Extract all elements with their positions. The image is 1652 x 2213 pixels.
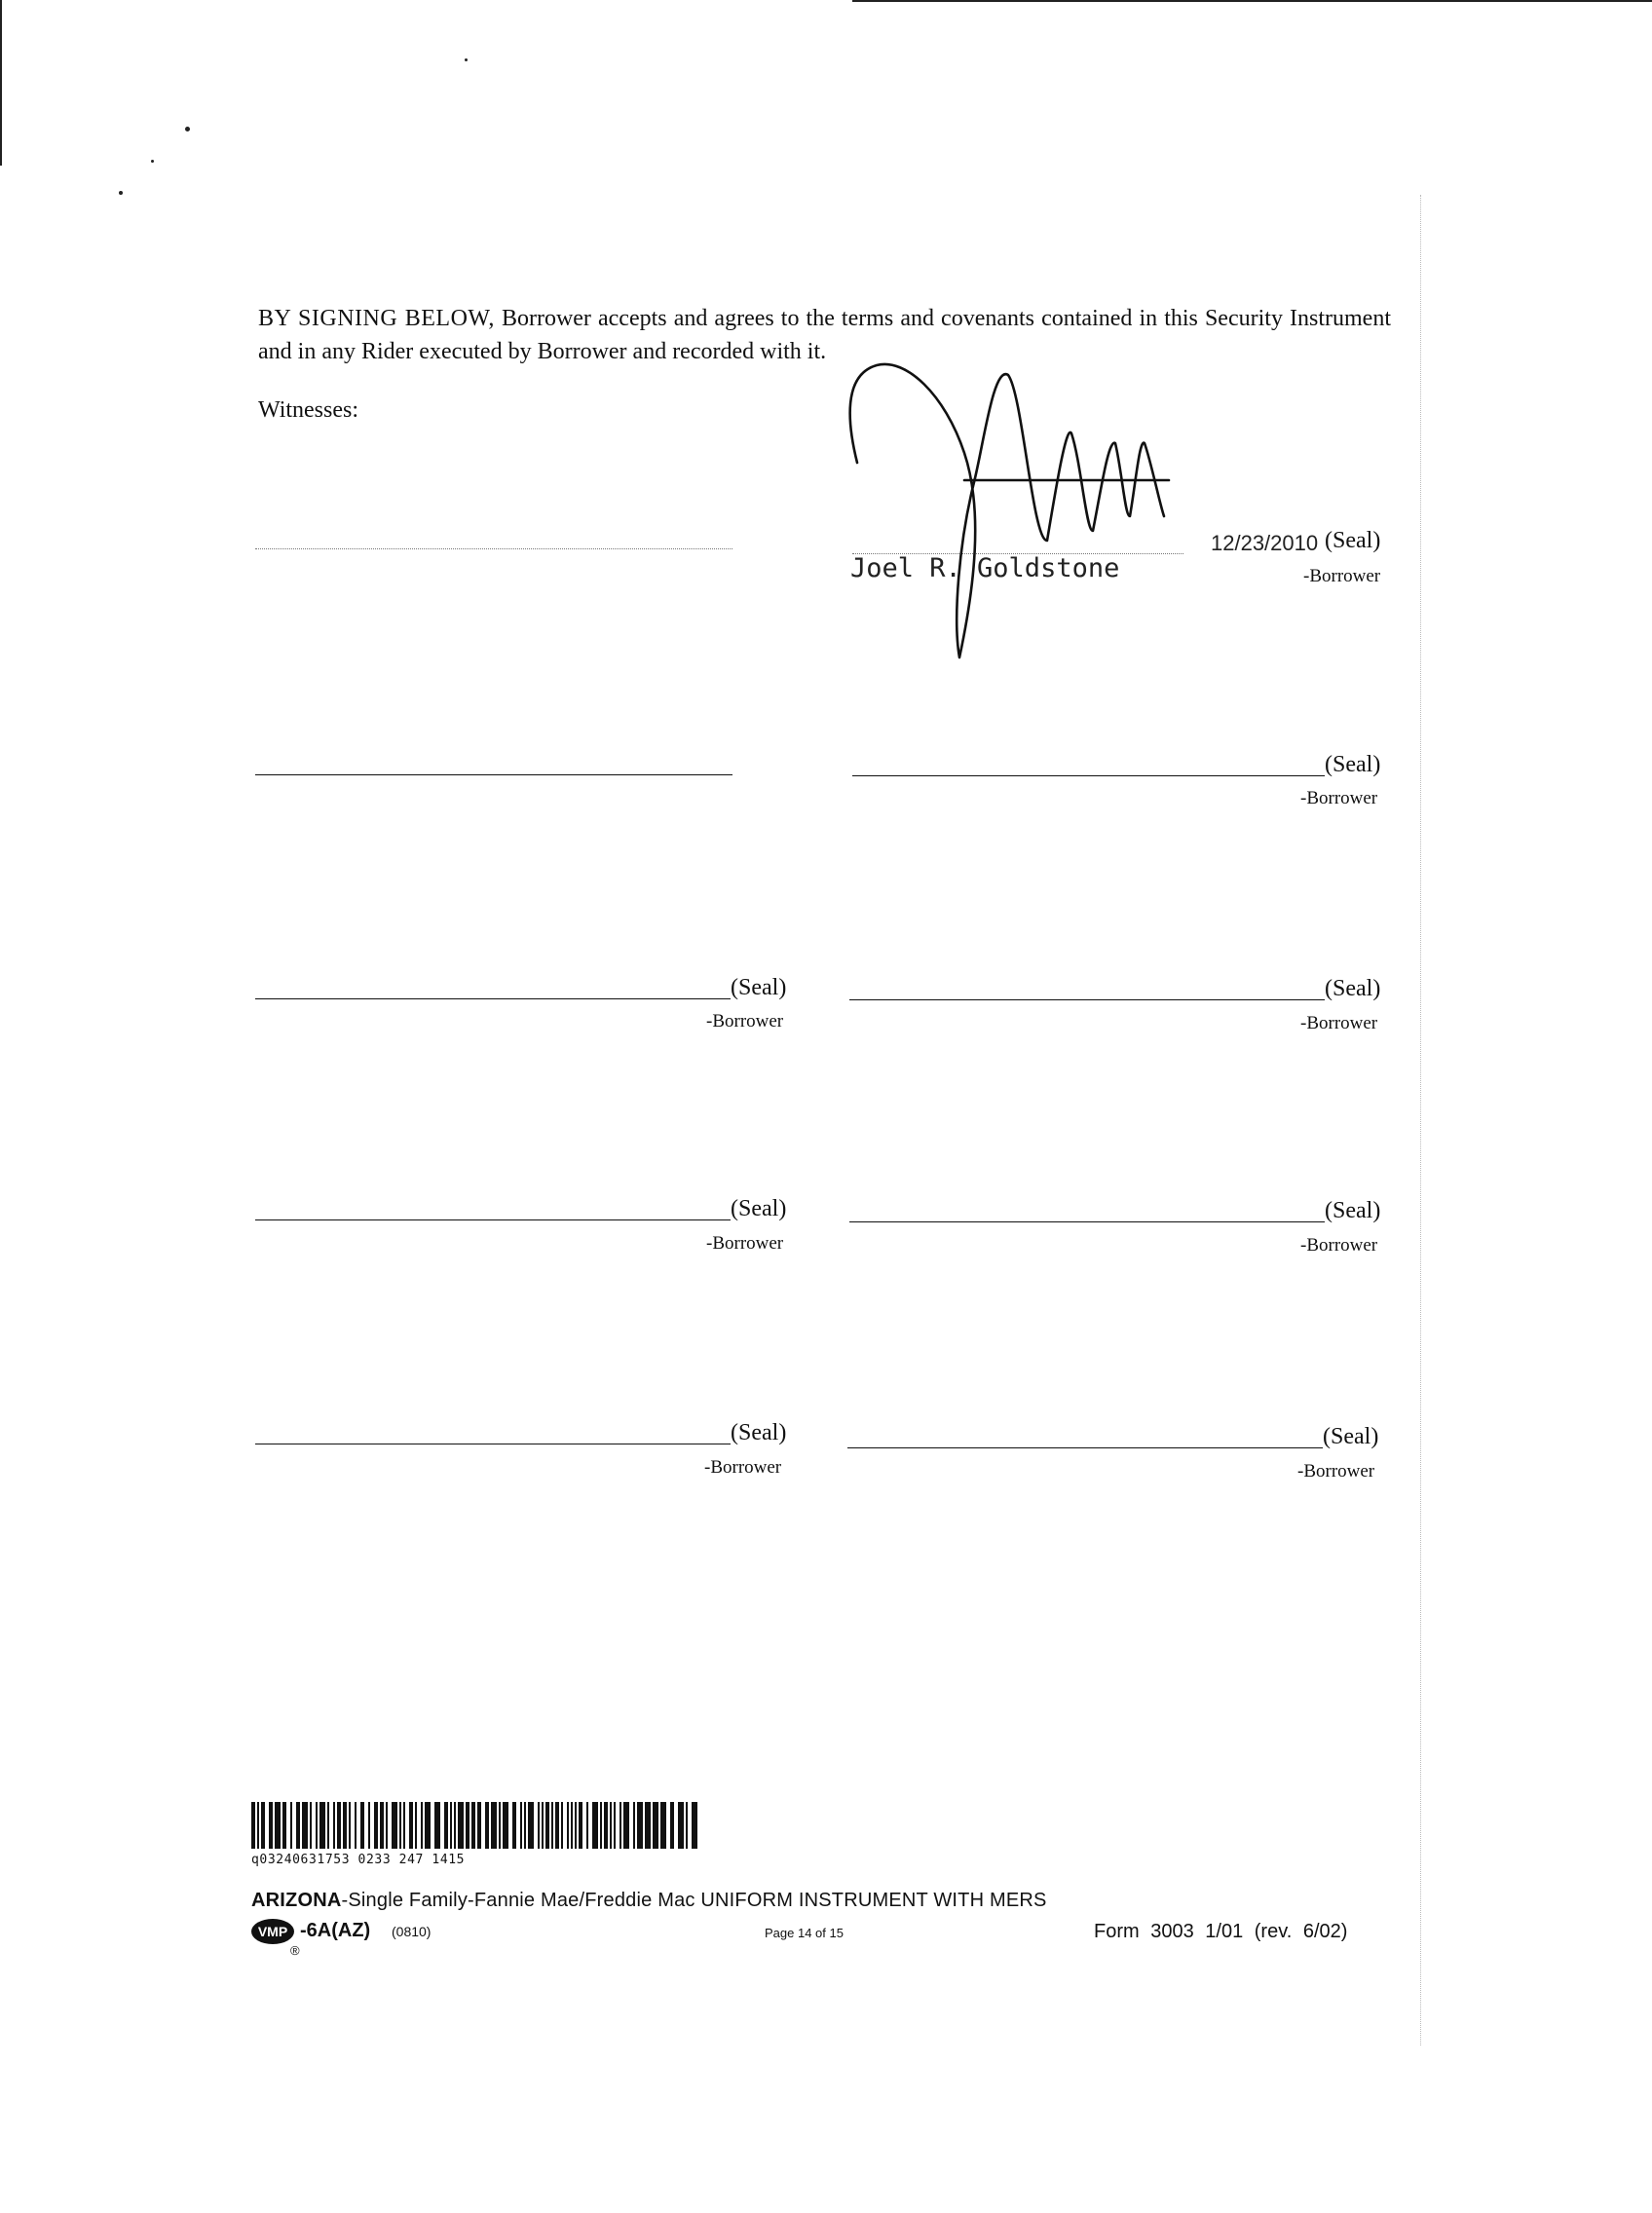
scan-border-top: [852, 0, 1652, 2]
form-title-rest: -Single Family-Fannie Mae/Freddie Mac UNIFORM INSTRUMENT WITH MERS: [341, 1890, 1047, 1911]
barcode-bar: [380, 1802, 384, 1849]
barcode-bar: [319, 1802, 325, 1849]
form-state: ARIZONA: [251, 1890, 342, 1911]
barcode-bar: [425, 1802, 431, 1849]
barcode-bar: [653, 1802, 658, 1849]
scan-speck: [119, 191, 123, 195]
seal-label: (Seal): [1325, 528, 1381, 553]
signer-name: Joel R. Goldstone: [850, 553, 1120, 583]
form-title: [251, 1890, 1047, 1912]
barcode-bar: [551, 1802, 553, 1849]
seal-label: (Seal): [731, 1196, 787, 1221]
barcode-bar: [454, 1802, 456, 1849]
barcode-bar: [275, 1802, 281, 1849]
borrower-label: -Borrower: [1300, 788, 1378, 808]
barcode-bar: [600, 1802, 602, 1849]
barcode-bar: [444, 1802, 448, 1849]
barcode-bar: [415, 1802, 417, 1849]
barcode-bar: [349, 1802, 351, 1849]
barcode-bar: [610, 1802, 612, 1849]
barcode-bar: [282, 1802, 286, 1849]
borrower-label: -Borrower: [1300, 1235, 1378, 1256]
signing-clause-text: Borrower accepts and agrees to the terms and covenants contained in this Security Instrument and in any Rider executed by Borrower and recorded with it.: [258, 306, 1391, 364]
barcode-bar: [686, 1802, 688, 1849]
borrower-label: -Borrower: [1300, 1013, 1378, 1033]
signature-line-4-left: [255, 1219, 731, 1220]
barcode-bar: [637, 1802, 643, 1849]
barcode-bar: [491, 1802, 497, 1849]
barcode-bar: [499, 1802, 501, 1849]
barcode-bar: [503, 1802, 508, 1849]
barcode-bar: [575, 1802, 577, 1849]
barcode-bar: [477, 1802, 481, 1849]
barcode: [251, 1802, 699, 1851]
barcode-bar: [545, 1802, 549, 1849]
signature-date: 12/23/2010: [1211, 531, 1319, 555]
scan-speck: [185, 127, 190, 131]
barcode-bar: [692, 1802, 697, 1849]
form-number: Form 3003 1/01 (rev. 6/02): [1094, 1921, 1348, 1942]
barcode-bar: [458, 1802, 464, 1849]
witnesses-label: Witnesses:: [258, 397, 359, 423]
barcode-bar: [520, 1802, 522, 1849]
signature-line-5-right: [847, 1447, 1323, 1448]
barcode-bar: [343, 1802, 347, 1849]
barcode-bar: [555, 1802, 559, 1849]
barcode-bar: [386, 1802, 388, 1849]
seal-label: (Seal): [1325, 976, 1381, 1001]
barcode-bar: [614, 1802, 616, 1849]
witness-line-2: [255, 774, 732, 775]
signature-line-3-left: [255, 998, 731, 999]
barcode-bar: [538, 1802, 540, 1849]
barcode-bar: [355, 1802, 357, 1849]
barcode-bar: [403, 1802, 405, 1849]
signature-line-3-right: [849, 999, 1325, 1000]
barcode-bar: [528, 1802, 534, 1849]
barcode-bar: [561, 1802, 563, 1849]
barcode-bar: [450, 1802, 452, 1849]
barcode-bar: [392, 1802, 397, 1849]
seal-label: (Seal): [1323, 1424, 1379, 1449]
barcode-bar: [251, 1802, 255, 1849]
barcode-bar: [261, 1802, 265, 1849]
form-code-suffix: (0810): [392, 1924, 432, 1939]
borrower-label: -Borrower: [1297, 1461, 1375, 1482]
borrower-label: -Borrower: [706, 1011, 784, 1031]
barcode-bar: [579, 1802, 582, 1849]
barcode-bar: [302, 1802, 308, 1849]
signature-line-4-right: [849, 1221, 1325, 1222]
barcode-bar: [623, 1802, 629, 1849]
handwritten-signature: [838, 346, 1188, 667]
barcode-bar: [485, 1802, 489, 1849]
scan-speck: [465, 58, 468, 61]
barcode-bar: [604, 1802, 608, 1849]
form-code: -6A(AZ): [300, 1920, 371, 1941]
signing-below-lead: BY SIGNING BELOW,: [258, 306, 495, 331]
vmp-logo: VMP: [251, 1919, 294, 1944]
barcode-bar: [571, 1802, 573, 1849]
barcode-bar: [592, 1802, 598, 1849]
borrower-label: -Borrower: [706, 1233, 784, 1254]
barcode-bar: [421, 1802, 423, 1849]
barcode-number: q03240631753 0233 247 1415: [251, 1853, 466, 1867]
barcode-bar: [368, 1802, 370, 1849]
page-number: Page 14 of 15: [765, 1926, 844, 1940]
barcode-bar: [542, 1802, 544, 1849]
barcode-bar: [360, 1802, 364, 1849]
barcode-bar: [524, 1802, 526, 1849]
signature-clause: [258, 302, 1391, 368]
barcode-bar: [409, 1802, 413, 1849]
seal-label: (Seal): [731, 975, 787, 1000]
barcode-bar: [296, 1802, 300, 1849]
barcode-bar: [333, 1802, 335, 1849]
signature-line-2: [852, 775, 1325, 776]
barcode-bar: [434, 1802, 440, 1849]
barcode-bar: [374, 1802, 378, 1849]
seal-label: (Seal): [1325, 1198, 1381, 1223]
barcode-bar: [257, 1802, 259, 1849]
scan-border-right: [1420, 195, 1421, 2045]
barcode-bar: [316, 1802, 318, 1849]
barcode-bar: [512, 1802, 516, 1849]
barcode-bar: [633, 1802, 635, 1849]
registered-mark: ®: [290, 1943, 300, 1958]
barcode-bar: [337, 1802, 341, 1849]
borrower-label: -Borrower: [704, 1457, 782, 1478]
barcode-bar: [660, 1802, 666, 1849]
barcode-bar: [269, 1802, 273, 1849]
barcode-bar: [471, 1802, 475, 1849]
seal-label: (Seal): [1325, 752, 1381, 777]
barcode-bar: [310, 1802, 312, 1849]
barcode-bar: [327, 1802, 329, 1849]
witness-line-1: [255, 548, 732, 549]
barcode-bar: [670, 1802, 674, 1849]
barcode-bar: [586, 1802, 588, 1849]
barcode-bar: [645, 1802, 651, 1849]
scan-speck: [151, 160, 154, 163]
borrower-label: -Borrower: [1303, 566, 1381, 586]
scan-border-left: [0, 0, 2, 166]
seal-label: (Seal): [731, 1420, 787, 1445]
barcode-bar: [678, 1802, 684, 1849]
barcode-bar: [290, 1802, 292, 1849]
barcode-bar: [466, 1802, 469, 1849]
barcode-bar: [567, 1802, 569, 1849]
barcode-bar: [399, 1802, 401, 1849]
barcode-bar: [620, 1802, 621, 1849]
